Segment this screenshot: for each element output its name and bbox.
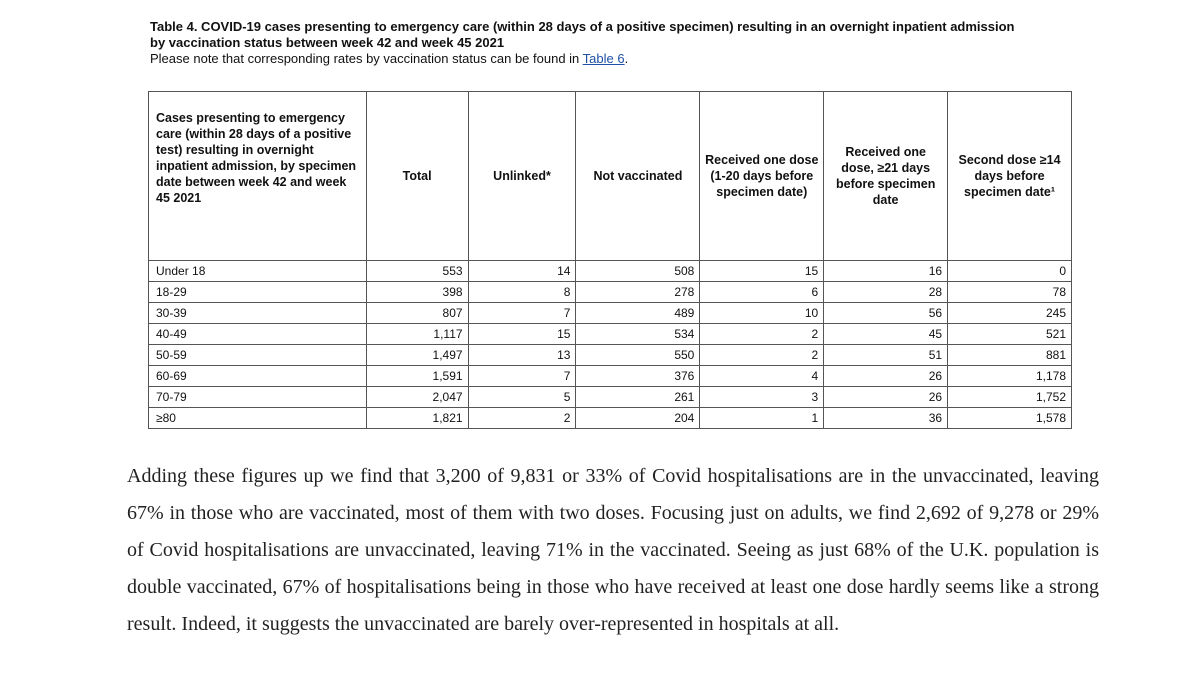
one-dose-1-20-cell: 10 [700,303,824,324]
total-cell: 807 [366,303,468,324]
header-one-dose-21: Received one dose, ≥21 days before specimen date [824,92,948,261]
second-dose-cell: 245 [948,303,1072,324]
commentary-text [127,458,1099,643]
unlinked-cell: 7 [468,366,576,387]
unlinked-cell: 2 [468,408,576,429]
table-header-row [149,92,1072,261]
table-title: Table 4. COVID-19 cases presenting to emergency care (within 28 days of a positive specimen) resulting in an overnight inpatient admission by vaccination status between week 42 and week 45 2021 [150,19,1015,50]
table-row [149,366,1072,387]
one-dose-1-20-cell: 2 [700,324,824,345]
table-row [149,345,1072,366]
table-row [149,408,1072,429]
header-unlinked: Unlinked* [468,92,576,261]
unlinked-cell: 7 [468,303,576,324]
one-dose-1-20-cell: 2 [700,345,824,366]
one-dose-21-cell: 51 [824,345,948,366]
one-dose-21-cell: 56 [824,303,948,324]
table-caption [150,19,1030,67]
total-cell: 1,591 [366,366,468,387]
second-dose-cell: 521 [948,324,1072,345]
age-group: 18-29 [149,282,367,303]
age-group: ≥80 [149,408,367,429]
table-note [150,51,1030,67]
one-dose-21-cell: 28 [824,282,948,303]
one-dose-1-20-cell: 15 [700,261,824,282]
one-dose-21-cell: 45 [824,324,948,345]
unlinked-cell: 14 [468,261,576,282]
one-dose-21-cell: 26 [824,366,948,387]
total-cell: 1,117 [366,324,468,345]
table-note-text: Please note that corresponding rates by vaccination status can be found in [150,51,583,66]
one-dose-21-cell: 36 [824,408,948,429]
second-dose-cell: 78 [948,282,1072,303]
not-vaccinated-cell: 278 [576,282,700,303]
total-cell: 398 [366,282,468,303]
one-dose-1-20-cell: 6 [700,282,824,303]
not-vaccinated-cell: 534 [576,324,700,345]
header-second-dose: Second dose ≥14 days before specimen date¹ [948,92,1072,261]
header-cases: Cases presenting to emergency care (within 28 days of a positive test) resulting in overnight inpatient admission, by specimen date between week 42 and week 45 2021 [149,92,367,261]
table-body [149,261,1072,429]
table-row [149,324,1072,345]
not-vaccinated-cell: 550 [576,345,700,366]
not-vaccinated-cell: 376 [576,366,700,387]
table-6-link[interactable]: Table 6 [582,51,625,66]
unlinked-cell: 13 [468,345,576,366]
one-dose-1-20-cell: 3 [700,387,824,408]
total-cell: 2,047 [366,387,468,408]
total-cell: 1,821 [366,408,468,429]
age-group: 70-79 [149,387,367,408]
second-dose-cell: 0 [948,261,1072,282]
not-vaccinated-cell: 261 [576,387,700,408]
table-row [149,261,1072,282]
table-row [149,282,1072,303]
second-dose-cell: 1,752 [948,387,1072,408]
not-vaccinated-cell: 204 [576,408,700,429]
total-cell: 553 [366,261,468,282]
age-group: 40-49 [149,324,367,345]
one-dose-1-20-cell: 1 [700,408,824,429]
unlinked-cell: 5 [468,387,576,408]
commentary-paragraph: Adding these figures up we find that 3,200 of 9,831 or 33% of Covid hospitalisations are in the unvaccinated, leaving 67% in those who are vaccinated, most of them with two doses. Focusing just on adults, we find 2,692 of 9,278 or 29% of Covid hospitalisations are unvaccinated, leaving 71% in the vaccinated. Seeing as just 68% of the U.K. population is double vaccinated, 67% of hospitalisations being in those who have received at least one dose hardly seems like a strong result. Indeed, it suggests the unvaccinated are barely over-represented in hospitals at all. [127,465,1099,635]
second-dose-cell: 881 [948,345,1072,366]
one-dose-21-cell: 26 [824,387,948,408]
header-not-vaccinated: Not vaccinated [576,92,700,261]
age-group: 60-69 [149,366,367,387]
age-group: 50-59 [149,345,367,366]
second-dose-cell: 1,578 [948,408,1072,429]
header-one-dose-1-20: Received one dose (1-20 days before specimen date) [700,92,824,261]
second-dose-cell: 1,178 [948,366,1072,387]
vaccination-status-table [148,91,1072,429]
table-row [149,303,1072,324]
age-group: 30-39 [149,303,367,324]
total-cell: 1,497 [366,345,468,366]
not-vaccinated-cell: 508 [576,261,700,282]
not-vaccinated-cell: 489 [576,303,700,324]
table-note-suffix: . [624,51,629,66]
unlinked-cell: 15 [468,324,576,345]
header-total: Total [366,92,468,261]
one-dose-1-20-cell: 4 [700,366,824,387]
age-group: Under 18 [149,261,367,282]
one-dose-21-cell: 16 [824,261,948,282]
unlinked-cell: 8 [468,282,576,303]
table-row [149,387,1072,408]
